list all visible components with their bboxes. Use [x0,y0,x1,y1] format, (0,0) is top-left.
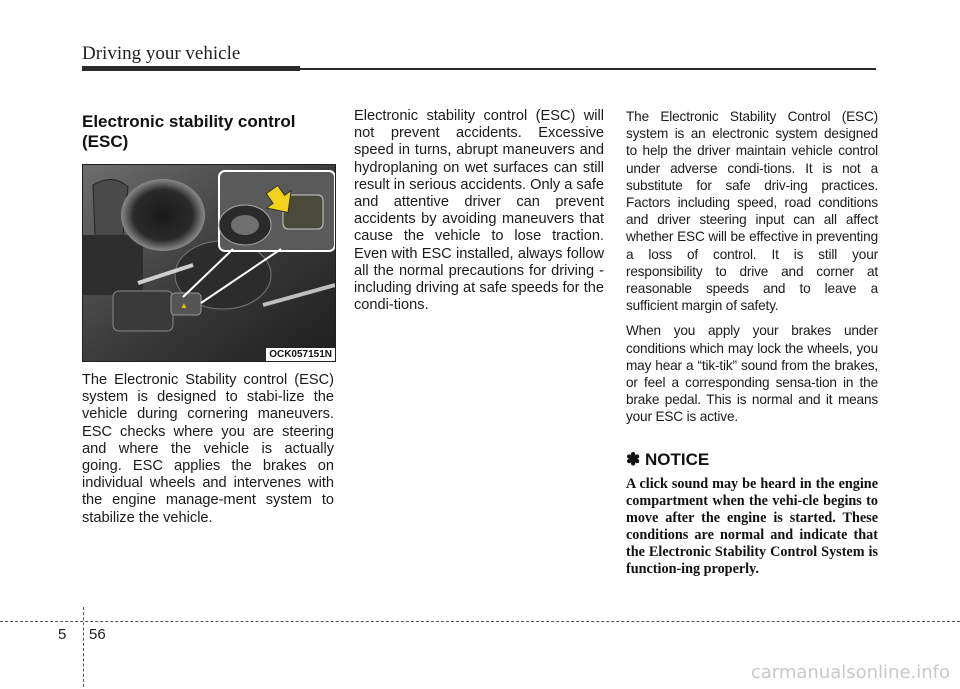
column-middle [354,108,604,322]
footer-divider [0,621,960,622]
figure-code-label: OCK057151N [266,348,335,361]
page-header-title: Driving your vehicle [82,43,241,64]
console-illustration [83,165,335,361]
section-heading: Electronic stability control (ESC) [82,112,296,151]
esc-warning-paragraph: Electronic stability control (ESC) will not prevent accidents. Excessive speed in turns, abrupt maneuvers and hydroplaning on wet surfaces can still result in serious accidents. Only a safe and attentive driver can prevent accidents by avoiding maneuvers that cause the vehicle to lose traction. Even with ESC installed, always follow all the normal precautions for driving - including driving at safe speeds for the condi-tions. [354,108,604,314]
esc-system-paragraph: The Electronic Stability Control (ESC) system is an electronic system designed to help the driver maintain vehicle control under adverse condi-tions. It is not a substitute for safe driv-ing practices. Factors including speed, road conditions and driver steering input can all affect whether ESC will be effective in preventing a loss of control. It is still your responsibility to drive and corner at reasonable speeds and to leave a sufficient margin of safety. [626,109,878,314]
notice-body: A click sound may be heard in the engine compartment when the vehi-cle begins to move after the engine is started. These conditions are normal and indicate that the Electronic Stability Control System is function-ing properly. [626,475,878,577]
column-right [626,108,878,578]
notice-heading: ✽ NOTICE [626,449,710,469]
esc-button-photo [82,164,336,362]
header-rule-thin [300,68,876,70]
page-number: 56 [89,626,106,643]
footer-vertical-divider [83,607,84,687]
esc-description-paragraph: The Electronic Stability control (ESC) system is designed to stabi-lize the vehicle during cornering maneuvers. ESC checks where you are steering and where the vehicle is actually going. ESC applies the brakes on individual wheels and intervenes with the engine manage-ment system to stabilize the vehicle. [82,372,334,526]
brake-sound-paragraph: When you apply your brakes under conditions which may lock the wheels, you may hear a “tik-tik” sound from the brakes, or feel a corresponding sensa-tion in the brake pedal. This is normal and it means your ESC is active. [626,323,878,425]
watermark-text: carmanualsonline.info [750,662,950,683]
header-rule-thick [82,66,300,71]
column-left [82,108,334,535]
svg-text:▲: ▲ [180,301,188,310]
chapter-number: 5 [58,626,67,643]
